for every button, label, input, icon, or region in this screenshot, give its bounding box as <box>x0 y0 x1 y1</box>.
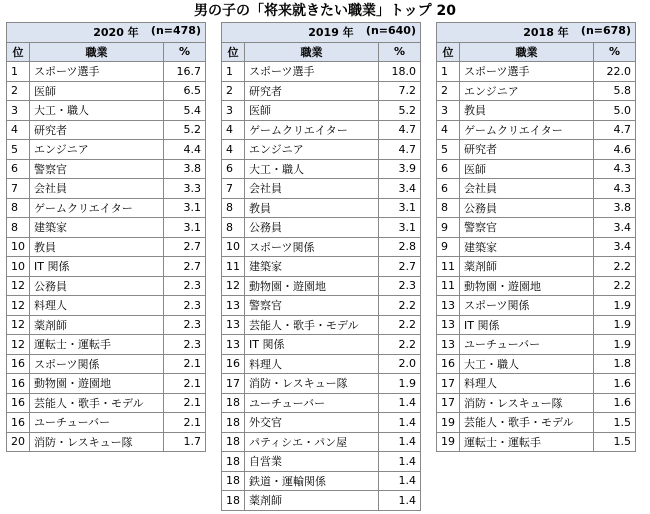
percent-cell: 5.4 <box>164 101 206 121</box>
job-cell: 消防・レスキュー隊 <box>245 374 379 394</box>
column-header-rank: 位 <box>437 42 460 62</box>
percent-cell: 3.1 <box>379 218 421 238</box>
job-cell: 公務員 <box>460 198 594 218</box>
job-cell: IT 関係 <box>30 257 164 277</box>
table-row <box>7 81 206 101</box>
job-cell: ユーチューバー <box>460 335 594 355</box>
percent-cell: 22.0 <box>594 62 636 82</box>
percent-cell: 2.1 <box>164 354 206 374</box>
percent-cell: 1.9 <box>594 296 636 316</box>
rank-cell: 13 <box>437 296 460 316</box>
rank-cell: 8 <box>7 198 30 218</box>
job-cell: ユーチューバー <box>30 413 164 433</box>
ranking-table-2020 <box>6 22 206 452</box>
job-cell: 料理人 <box>460 374 594 394</box>
job-cell: スポーツ選手 <box>30 62 164 82</box>
job-cell: 建築家 <box>460 237 594 257</box>
rank-cell: 12 <box>7 276 30 296</box>
table-row <box>222 393 421 413</box>
table-row <box>222 120 421 140</box>
rank-cell: 19 <box>437 413 460 433</box>
job-cell: 医師 <box>460 159 594 179</box>
percent-cell: 5.2 <box>164 120 206 140</box>
job-cell: 警察官 <box>245 296 379 316</box>
rank-cell: 12 <box>7 296 30 316</box>
job-cell: 医師 <box>245 101 379 121</box>
percent-cell: 1.4 <box>379 491 421 511</box>
percent-cell: 5.8 <box>594 81 636 101</box>
column-header-percent: % <box>379 42 421 62</box>
percent-cell: 1.6 <box>594 393 636 413</box>
rank-cell: 3 <box>222 101 245 121</box>
job-cell: 自営業 <box>245 452 379 472</box>
table-row <box>222 491 421 511</box>
percent-cell: 2.2 <box>594 276 636 296</box>
percent-cell: 2.7 <box>379 257 421 277</box>
table-row <box>437 81 636 101</box>
rank-cell: 2 <box>7 81 30 101</box>
table-row <box>222 237 421 257</box>
percent-cell: 3.4 <box>594 237 636 257</box>
job-cell: 運転士・運転手 <box>30 335 164 355</box>
table-row <box>222 335 421 355</box>
table-row <box>222 296 421 316</box>
percent-cell: 2.2 <box>594 257 636 277</box>
rank-cell: 17 <box>437 393 460 413</box>
percent-cell: 1.4 <box>379 452 421 472</box>
table-row <box>7 218 206 238</box>
rank-cell: 2 <box>222 81 245 101</box>
rank-cell: 4 <box>222 120 245 140</box>
percent-cell: 16.7 <box>164 62 206 82</box>
percent-cell: 4.3 <box>594 159 636 179</box>
table-row <box>7 179 206 199</box>
job-cell: 消防・レスキュー隊 <box>460 393 594 413</box>
percent-cell: 1.8 <box>594 354 636 374</box>
percent-cell: 3.8 <box>594 198 636 218</box>
table-row <box>222 140 421 160</box>
table-row <box>222 413 421 433</box>
table-body <box>7 62 206 452</box>
rank-cell: 18 <box>222 413 245 433</box>
percent-cell: 4.3 <box>594 179 636 199</box>
job-cell: 薬剤師 <box>460 257 594 277</box>
rank-cell: 6 <box>7 159 30 179</box>
column-header-rank: 位 <box>222 42 245 62</box>
column-header-job: 職業 <box>460 42 594 62</box>
rank-cell: 10 <box>222 237 245 257</box>
job-cell: 薬剤師 <box>30 315 164 335</box>
year-header <box>222 23 421 43</box>
table-row <box>7 276 206 296</box>
table-body <box>222 62 421 511</box>
job-cell: 建築家 <box>245 257 379 277</box>
rank-cell: 1 <box>437 62 460 82</box>
percent-cell: 2.1 <box>164 413 206 433</box>
column-header-percent: % <box>164 42 206 62</box>
job-cell: 建築家 <box>30 218 164 238</box>
percent-cell: 2.3 <box>379 276 421 296</box>
table-row <box>222 452 421 472</box>
table-row <box>437 335 636 355</box>
rank-cell: 4 <box>222 140 245 160</box>
rank-cell: 11 <box>437 276 460 296</box>
table-row <box>222 198 421 218</box>
percent-cell: 5.2 <box>379 101 421 121</box>
rank-cell: 6 <box>222 159 245 179</box>
percent-cell: 2.0 <box>379 354 421 374</box>
sample-size: (n=640) <box>365 24 416 38</box>
percent-cell: 4.7 <box>379 140 421 160</box>
table-row <box>7 315 206 335</box>
job-cell: 研究者 <box>245 81 379 101</box>
table-row <box>437 198 636 218</box>
table-row <box>7 120 206 140</box>
sample-size: (n=678) <box>580 24 631 38</box>
job-cell: ゲームクリエイター <box>245 120 379 140</box>
percent-cell: 3.4 <box>379 179 421 199</box>
rank-cell: 9 <box>437 237 460 257</box>
rank-cell: 18 <box>222 452 245 472</box>
rank-cell: 11 <box>222 257 245 277</box>
job-cell: 大工・職人 <box>30 101 164 121</box>
table-row <box>7 198 206 218</box>
job-cell: 芸能人・歌手・モデル <box>460 413 594 433</box>
table-row <box>7 62 206 82</box>
table-row <box>7 257 206 277</box>
job-cell: 鉄道・運輸関係 <box>245 471 379 491</box>
percent-cell: 3.8 <box>164 159 206 179</box>
job-cell: IT 関係 <box>460 315 594 335</box>
rank-cell: 18 <box>222 471 245 491</box>
rank-cell: 8 <box>437 198 460 218</box>
year-label: 2019 年 <box>308 26 354 40</box>
table-row <box>7 354 206 374</box>
table-row <box>222 315 421 335</box>
table-row <box>437 101 636 121</box>
rank-cell: 16 <box>7 393 30 413</box>
table-row <box>7 296 206 316</box>
table-row <box>222 81 421 101</box>
table-row <box>7 413 206 433</box>
rank-cell: 10 <box>7 237 30 257</box>
rank-cell: 7 <box>222 179 245 199</box>
table-row <box>7 374 206 394</box>
rank-cell: 16 <box>222 354 245 374</box>
rank-cell: 12 <box>7 315 30 335</box>
table-row <box>222 101 421 121</box>
rank-cell: 8 <box>222 218 245 238</box>
table-row <box>7 101 206 121</box>
percent-cell: 1.4 <box>379 432 421 452</box>
percent-cell: 2.1 <box>164 374 206 394</box>
percent-cell: 2.3 <box>164 276 206 296</box>
rank-cell: 13 <box>222 315 245 335</box>
percent-cell: 3.3 <box>164 179 206 199</box>
table-row <box>222 179 421 199</box>
percent-cell: 7.2 <box>379 81 421 101</box>
ranking-table-2018 <box>436 22 636 452</box>
rank-cell: 8 <box>222 198 245 218</box>
year-label: 2018 年 <box>523 26 569 40</box>
job-cell: ゲームクリエイター <box>30 198 164 218</box>
table-row <box>7 140 206 160</box>
table-row <box>222 354 421 374</box>
percent-cell: 1.9 <box>594 315 636 335</box>
job-cell: 教員 <box>30 237 164 257</box>
job-cell: 動物園・遊園地 <box>245 276 379 296</box>
page-title: 男の子の「将来就きたい職業」トップ 20 <box>194 3 456 19</box>
table-row <box>437 159 636 179</box>
rank-cell: 3 <box>437 101 460 121</box>
table-row <box>7 393 206 413</box>
table-row <box>437 257 636 277</box>
rank-cell: 2 <box>437 81 460 101</box>
rank-cell: 17 <box>222 374 245 394</box>
job-cell: スポーツ関係 <box>30 354 164 374</box>
rank-cell: 13 <box>437 335 460 355</box>
table-row <box>222 432 421 452</box>
rank-cell: 19 <box>437 432 460 452</box>
percent-cell: 1.6 <box>594 374 636 394</box>
percent-cell: 2.2 <box>379 335 421 355</box>
job-cell: 会社員 <box>245 179 379 199</box>
rank-cell: 6 <box>437 159 460 179</box>
job-cell: 警察官 <box>460 218 594 238</box>
job-cell: 薬剤師 <box>245 491 379 511</box>
rank-cell: 1 <box>222 62 245 82</box>
table-row <box>7 432 206 452</box>
table-row <box>437 179 636 199</box>
table-row <box>437 393 636 413</box>
rank-cell: 4 <box>437 120 460 140</box>
job-cell: ユーチューバー <box>245 393 379 413</box>
table-row <box>437 140 636 160</box>
table-row <box>7 335 206 355</box>
percent-cell: 1.5 <box>594 432 636 452</box>
table-row <box>222 218 421 238</box>
job-cell: パティシエ・パン屋 <box>245 432 379 452</box>
job-cell: 動物園・遊園地 <box>30 374 164 394</box>
job-cell: スポーツ選手 <box>460 62 594 82</box>
rank-cell: 16 <box>7 374 30 394</box>
percent-cell: 4.7 <box>379 120 421 140</box>
ranking-table-2019 <box>221 22 421 511</box>
table-row <box>222 471 421 491</box>
percent-cell: 6.5 <box>164 81 206 101</box>
table-row <box>437 276 636 296</box>
percent-cell: 4.7 <box>594 120 636 140</box>
rank-cell: 13 <box>437 315 460 335</box>
percent-cell: 2.7 <box>164 257 206 277</box>
job-cell: スポーツ選手 <box>245 62 379 82</box>
percent-cell: 2.8 <box>379 237 421 257</box>
table-row <box>222 159 421 179</box>
rank-cell: 18 <box>222 393 245 413</box>
rank-cell: 4 <box>7 120 30 140</box>
rank-cell: 16 <box>7 354 30 374</box>
rank-cell: 9 <box>437 218 460 238</box>
table-row <box>437 296 636 316</box>
job-cell: エンジニア <box>460 81 594 101</box>
column-header-rank: 位 <box>7 42 30 62</box>
job-cell: 運転士・運転手 <box>460 432 594 452</box>
percent-cell: 3.1 <box>164 198 206 218</box>
rank-cell: 13 <box>222 296 245 316</box>
rank-cell: 13 <box>222 335 245 355</box>
table-row <box>437 413 636 433</box>
percent-cell: 2.7 <box>164 237 206 257</box>
table-row <box>437 374 636 394</box>
percent-cell: 4.6 <box>594 140 636 160</box>
percent-cell: 1.9 <box>594 335 636 355</box>
table-row <box>437 354 636 374</box>
job-cell: エンジニア <box>245 140 379 160</box>
percent-cell: 2.3 <box>164 315 206 335</box>
rank-cell: 10 <box>7 257 30 277</box>
rank-cell: 12 <box>7 335 30 355</box>
percent-cell: 2.3 <box>164 296 206 316</box>
rank-cell: 17 <box>437 374 460 394</box>
rank-cell: 18 <box>222 432 245 452</box>
percent-cell: 1.4 <box>379 413 421 433</box>
job-cell: エンジニア <box>30 140 164 160</box>
table-row <box>437 218 636 238</box>
job-cell: IT 関係 <box>245 335 379 355</box>
column-header-percent: % <box>594 42 636 62</box>
job-cell: スポーツ関係 <box>460 296 594 316</box>
table-row <box>7 159 206 179</box>
rank-cell: 6 <box>437 179 460 199</box>
rank-cell: 7 <box>7 179 30 199</box>
rank-cell: 5 <box>7 140 30 160</box>
table-row <box>437 237 636 257</box>
percent-cell: 2.2 <box>379 315 421 335</box>
rank-cell: 11 <box>437 257 460 277</box>
job-cell: 芸能人・歌手・モデル <box>245 315 379 335</box>
year-label: 2020 年 <box>93 26 139 40</box>
rank-cell: 3 <box>7 101 30 121</box>
table-body <box>437 62 636 452</box>
job-cell: 教員 <box>460 101 594 121</box>
percent-cell: 1.4 <box>379 471 421 491</box>
percent-cell: 1.9 <box>379 374 421 394</box>
job-cell: ゲームクリエイター <box>460 120 594 140</box>
table-row <box>222 374 421 394</box>
percent-cell: 5.0 <box>594 101 636 121</box>
job-cell: スポーツ関係 <box>245 237 379 257</box>
percent-cell: 2.1 <box>164 393 206 413</box>
table-row <box>437 120 636 140</box>
table-row <box>437 315 636 335</box>
percent-cell: 1.7 <box>164 432 206 452</box>
percent-cell: 3.1 <box>164 218 206 238</box>
percent-cell: 1.4 <box>379 393 421 413</box>
job-cell: 教員 <box>245 198 379 218</box>
job-cell: 動物園・遊園地 <box>460 276 594 296</box>
column-header-job: 職業 <box>245 42 379 62</box>
job-cell: 外交官 <box>245 413 379 433</box>
rank-cell: 18 <box>222 491 245 511</box>
rank-cell: 1 <box>7 62 30 82</box>
job-cell: 医師 <box>30 81 164 101</box>
table-row <box>222 276 421 296</box>
percent-cell: 4.4 <box>164 140 206 160</box>
table-row <box>437 432 636 452</box>
table-row <box>437 62 636 82</box>
job-cell: 大工・職人 <box>245 159 379 179</box>
job-cell: 会社員 <box>460 179 594 199</box>
job-cell: 研究者 <box>460 140 594 160</box>
job-cell: 警察官 <box>30 159 164 179</box>
rank-cell: 12 <box>222 276 245 296</box>
table-row <box>222 62 421 82</box>
job-cell: 芸能人・歌手・モデル <box>30 393 164 413</box>
rank-cell: 5 <box>437 140 460 160</box>
percent-cell: 18.0 <box>379 62 421 82</box>
column-header-job: 職業 <box>30 42 164 62</box>
job-cell: 料理人 <box>245 354 379 374</box>
job-cell: 公務員 <box>245 218 379 238</box>
job-cell: 会社員 <box>30 179 164 199</box>
percent-cell: 1.5 <box>594 413 636 433</box>
sample-size: (n=478) <box>150 24 201 38</box>
percent-cell: 2.3 <box>164 335 206 355</box>
job-cell: 研究者 <box>30 120 164 140</box>
percent-cell: 3.4 <box>594 218 636 238</box>
percent-cell: 3.1 <box>379 198 421 218</box>
table-row <box>222 257 421 277</box>
percent-cell: 2.2 <box>379 296 421 316</box>
job-cell: 消防・レスキュー隊 <box>30 432 164 452</box>
job-cell: 大工・職人 <box>460 354 594 374</box>
rank-cell: 20 <box>7 432 30 452</box>
year-header <box>7 23 206 43</box>
job-cell: 料理人 <box>30 296 164 316</box>
rank-cell: 16 <box>7 413 30 433</box>
percent-cell: 3.9 <box>379 159 421 179</box>
rank-cell: 8 <box>7 218 30 238</box>
job-cell: 公務員 <box>30 276 164 296</box>
rank-cell: 16 <box>437 354 460 374</box>
year-header <box>437 23 636 43</box>
table-row <box>7 237 206 257</box>
